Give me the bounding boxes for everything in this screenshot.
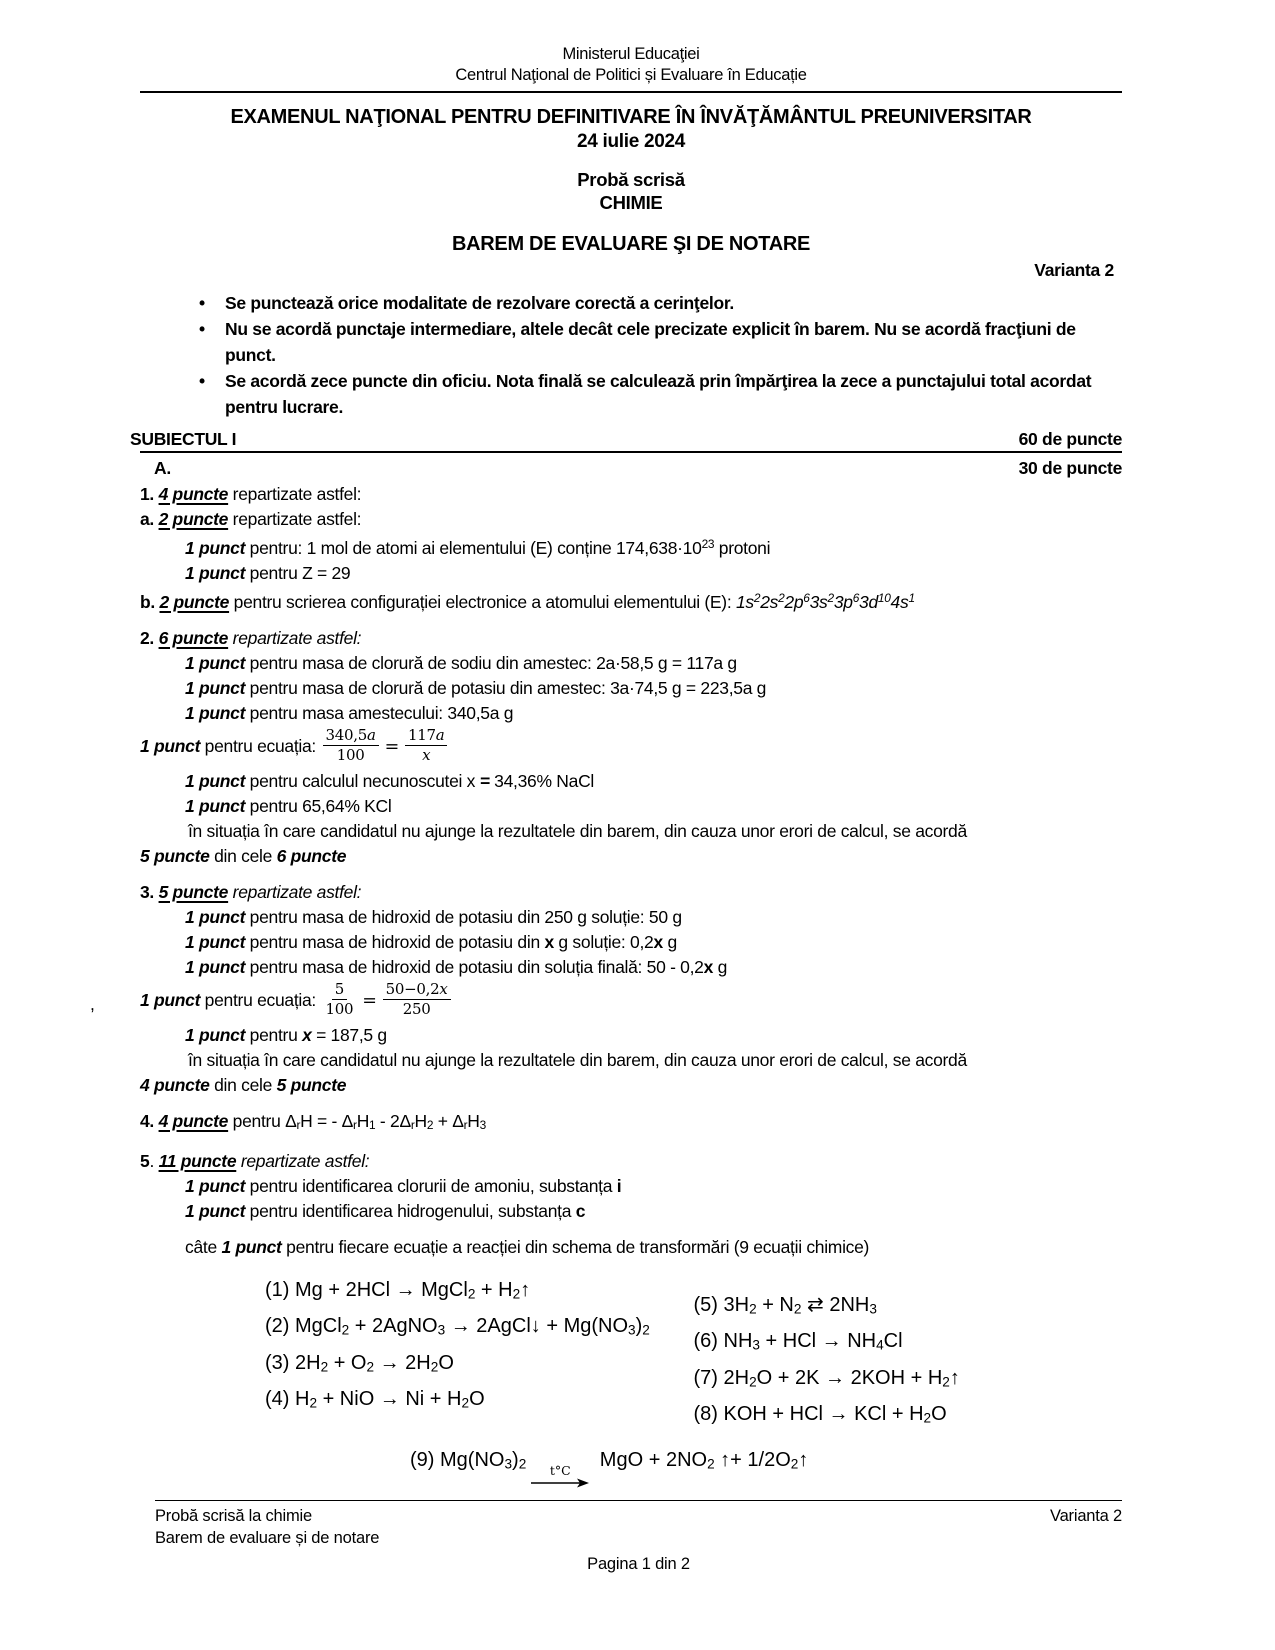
spacer <box>140 1138 1122 1149</box>
section-a-row <box>140 456 1122 480</box>
text-run: 2 <box>707 1456 715 1472</box>
spacer <box>140 615 1122 626</box>
text-run: O <box>469 1388 485 1411</box>
text-run: 3 <box>752 1337 760 1353</box>
text-run: → 2H <box>374 1351 431 1374</box>
text-run: 1 punct <box>185 1201 246 1222</box>
point-line <box>185 955 1122 980</box>
text-run: H <box>356 1110 370 1131</box>
page-content <box>90 0 1122 1489</box>
arrow-condition-label: t°C <box>549 1462 571 1478</box>
point-line <box>185 769 1122 794</box>
text-run: 1 punct <box>221 1237 282 1258</box>
fraction-numerator <box>383 981 451 1000</box>
text-run: i <box>616 1176 622 1197</box>
text-run: 2 <box>793 1301 802 1317</box>
text-run: (3) 2H <box>265 1351 321 1374</box>
text-run: 1 punct <box>185 677 246 698</box>
text-run: g <box>713 956 728 977</box>
footer-proba: Probă scrisă la chimie <box>155 1507 312 1525</box>
text-run: = <box>384 737 400 757</box>
text-run: 1 punct <box>140 990 201 1010</box>
text-run: 1 <box>908 590 915 605</box>
text-run: 2 <box>341 1322 350 1338</box>
point-line <box>185 561 1122 586</box>
fraction-numerator <box>323 727 379 746</box>
text-run: 1 punct <box>185 931 246 952</box>
text-run: 2 <box>309 1395 318 1411</box>
text-run: a <box>435 725 445 744</box>
equations-column-right <box>694 1289 1123 1435</box>
fraction <box>323 727 379 764</box>
footer-variant: Varianta 2 <box>1050 1507 1122 1525</box>
text-run: pentru masa amestecului: 340,5a g <box>245 702 514 723</box>
text-run: pentru ecuația: <box>200 736 321 756</box>
text-run: + HCl → NH <box>759 1330 877 1353</box>
text-run: 2 <box>366 1359 375 1375</box>
text-run: → 2AgCl↓ + Mg(NO <box>445 1315 629 1338</box>
chemical-equation <box>265 1274 694 1310</box>
text-run: 23 <box>701 537 715 551</box>
text-run: 2 <box>827 590 834 605</box>
text-run: 50−0,2 <box>385 979 440 998</box>
text-run: (5) 3H <box>693 1294 750 1317</box>
item-3 <box>140 880 1122 905</box>
text-run: r <box>296 1118 301 1133</box>
text-run: x <box>544 931 554 952</box>
text-run: 1 punct <box>185 956 246 977</box>
text-run: 4 puncte <box>158 484 229 504</box>
text-run: (4) H <box>265 1388 310 1411</box>
barem-title: BAREM DE EVALUARE ŞI DE NOTARE <box>451 233 811 255</box>
text-run: 1 punct <box>185 906 246 927</box>
text-run: + Δ <box>433 1110 464 1131</box>
text-run: repartizate astfel: <box>236 1151 370 1172</box>
text-run: O <box>438 1351 454 1374</box>
text-run: r <box>463 1118 468 1133</box>
fraction <box>383 981 451 1018</box>
note-line <box>140 1073 1122 1098</box>
text-run: 3 <box>437 1322 446 1338</box>
text-run: . <box>149 1151 159 1172</box>
text-run: protoni <box>714 537 771 558</box>
text-run: x <box>703 956 714 977</box>
instruction-item <box>197 290 1122 316</box>
text-run: pentru masa de hidroxid de potasiu din soluția finală: 50 - 0,2 <box>245 956 704 977</box>
text-run: 6 puncte <box>276 845 347 866</box>
text-run: 1 punct <box>185 652 246 673</box>
text-run: ⇄ 2NH <box>801 1294 870 1317</box>
text-run: 3 <box>479 1118 486 1133</box>
fraction-denominator <box>419 746 433 764</box>
text-run: 2 <box>518 1456 527 1472</box>
text-run: 3s <box>809 591 828 612</box>
text-run: 6 puncte <box>158 627 229 648</box>
text-run: x <box>439 979 448 998</box>
equation-9-products <box>594 1449 808 1471</box>
document-footer <box>155 1500 1122 1575</box>
text-run: pentru masa de clorură de potasiu din amestec: 3a·74,5 g = 223,5a g <box>245 677 767 698</box>
text-run: câte <box>185 1237 222 1258</box>
text-run: 4 puncte <box>140 1074 210 1095</box>
point-line <box>185 1023 1122 1048</box>
fraction <box>405 727 447 764</box>
text-run: 2 <box>942 1374 950 1390</box>
instruction-text: Se acordă zece puncte din oficiu. Nota finală se calculează prin împărţirea la zece a punctajului total acordat pentru lucrare. <box>225 371 1092 417</box>
text-run: 6 <box>852 590 860 605</box>
spacer <box>140 1224 1122 1235</box>
text-run: (1) Mg + 2HCl → MgCl <box>265 1279 468 1302</box>
text-run: pentru <box>245 1024 303 1045</box>
text-run: 4 <box>876 1337 884 1353</box>
point-line <box>185 1199 1122 1224</box>
text-run: pentru Δ <box>228 1110 297 1131</box>
chemical-equation <box>265 1347 694 1383</box>
title-block <box>140 105 1122 281</box>
text-run: pentru scrierea configurației electronice a atomului elementului (E): <box>229 591 736 612</box>
section-a-points: 30 de puncte <box>1018 458 1122 478</box>
text-run: 2 <box>467 1286 476 1302</box>
text-run: + H <box>475 1279 513 1302</box>
labeled-reaction-arrow <box>531 1464 589 1489</box>
page-number: Pagina 1 din 2 <box>587 1555 690 1573</box>
text-run: 5 <box>140 1151 150 1172</box>
text-run: 2 <box>923 1410 932 1426</box>
text-run: repartizate astfel: <box>228 881 362 902</box>
text-run: 1 punct <box>185 770 246 791</box>
equation-9 <box>410 1439 1122 1489</box>
text-run: ) <box>635 1315 643 1338</box>
text-run: din cele <box>209 1074 277 1095</box>
text-run: Cl <box>883 1330 903 1353</box>
instruction-item <box>197 316 1122 368</box>
footer-divider <box>155 1500 1122 1501</box>
text-run: 4s <box>890 591 909 612</box>
text-run: 2s <box>760 591 779 612</box>
text-run: 2 <box>749 1301 757 1317</box>
text-run: 3 <box>869 1301 877 1317</box>
chemical-equation <box>265 1383 694 1419</box>
text-run: 1 punct <box>185 562 246 583</box>
text-run: 117 <box>408 725 436 744</box>
text-run: ↑ <box>798 1448 809 1471</box>
note-line <box>140 844 1122 869</box>
text-run: 100 <box>336 745 365 764</box>
text-run: 2 <box>320 1359 329 1375</box>
text-run: pentru: 1 mol de atomi ai elementului (E) conține 174,638·10 <box>245 537 702 558</box>
fraction-numerator <box>405 727 447 746</box>
ministry-line: Ministerul Educaţiei <box>562 45 700 63</box>
text-run: 5 puncte <box>158 881 229 902</box>
text-run: pentru fiecare ecuație a reacției din schema de transformări (9 ecuații chimice) <box>281 1237 870 1258</box>
variant-label: Varianta 2 <box>1034 260 1114 280</box>
item-1a <box>140 507 1122 532</box>
discipline-label: CHIMIE <box>599 192 663 213</box>
note-line <box>188 1048 1122 1073</box>
point-line-equation <box>90 979 1122 1020</box>
text-run: 2 <box>430 1359 439 1375</box>
note-line <box>188 819 1122 844</box>
subject-points: 60 de puncte <box>1018 429 1122 449</box>
text-run: 1 punct <box>140 736 201 756</box>
text-run: g soluție: 0,2 <box>553 931 654 952</box>
bullet-icon: • <box>199 293 205 313</box>
text-run: + N <box>756 1294 794 1317</box>
text-run: = <box>479 770 490 791</box>
text-run: ) <box>512 1448 519 1471</box>
cate-line <box>185 1235 1122 1260</box>
proba-label: Probă scrisă <box>577 169 685 190</box>
bullet-icon: • <box>199 371 205 391</box>
text-run: 10 <box>877 590 891 605</box>
chemical-equation <box>694 1289 1123 1325</box>
text-run: repartizate astfel: <box>228 627 362 648</box>
text-run: 2. <box>140 627 159 648</box>
point-line <box>185 701 1122 726</box>
text-run: 34,36% NaCl <box>489 770 594 791</box>
text-run: 1 <box>369 1118 376 1133</box>
text-run: 2 <box>790 1456 799 1472</box>
text-run: O + 2K → 2KOH + H <box>756 1366 943 1389</box>
text-run: 11 puncte <box>158 1151 237 1172</box>
subject-title: SUBIECTUL I <box>130 429 237 449</box>
text-run: 2 <box>753 590 761 605</box>
text-run: ↑+ 1/2O <box>714 1448 791 1471</box>
text-run: 2 <box>461 1395 470 1411</box>
text-run: din cele <box>209 845 277 866</box>
text-run: 2 <box>512 1286 521 1302</box>
text-run: 3. <box>140 881 159 902</box>
exam-date: 24 iulie 2024 <box>576 131 686 152</box>
text-run: 1. <box>140 484 159 504</box>
spacer <box>140 1098 1122 1109</box>
footer-barem: Barem de evaluare și de notare <box>155 1529 380 1547</box>
text-run: c <box>575 1201 586 1222</box>
text-run: 2 puncte <box>159 591 230 612</box>
right-arrow-icon <box>531 1477 589 1489</box>
chemical-equation <box>694 1362 1123 1398</box>
text-run: + 2AgNO <box>349 1315 438 1338</box>
footer-row <box>155 1505 1122 1527</box>
document-header <box>140 0 1122 86</box>
point-line <box>185 794 1122 819</box>
text-run: ↑ <box>949 1366 960 1389</box>
text-run: pentru identificarea hidrogenului, substanța <box>245 1201 576 1222</box>
text-run: (9) Mg(NO <box>410 1448 505 1471</box>
text-run: 2 <box>642 1322 650 1338</box>
point-line <box>185 1174 1122 1199</box>
text-run: pentru masa de clorură de sodiu din amestec: 2a·58,5 g = 117a g <box>245 652 737 673</box>
text-run: = 187,5 g <box>311 1024 387 1045</box>
text-run: repartizate astfel: <box>228 484 362 504</box>
text-run: 5 puncte <box>140 845 210 866</box>
center-line: Centrul Naţional de Politici și Evaluare în Educație <box>455 66 807 84</box>
subject-header-row <box>130 428 1122 453</box>
text-run: în situația în care candidatul nu ajunge la rezultatele din barem, din cauza unor erori de calcul, se acordă <box>188 820 967 841</box>
chemical-equation <box>265 1310 694 1346</box>
text-run: pentru masa de hidroxid de potasiu din 250 g soluție: 50 g <box>245 906 682 927</box>
spacer <box>140 869 1122 880</box>
header-divider <box>140 91 1122 93</box>
equations-column-left <box>265 1274 694 1435</box>
fraction-denominator <box>400 1000 434 1018</box>
text-run: H <box>414 1110 427 1131</box>
text-run: 1 punct <box>185 702 246 723</box>
text-run: 2p <box>784 591 804 612</box>
text-run: 1 punct <box>185 795 246 816</box>
text-run: (2) MgCl <box>265 1315 342 1338</box>
chemical-equation <box>694 1398 1123 1434</box>
item-1b <box>140 586 1122 615</box>
instruction-item <box>197 368 1122 420</box>
exam-title: EXAMENUL NAŢIONAL PENTRU DEFINITIVARE ÎN ÎNVĂŢĂMÂNTUL PREUNIVERSITAR <box>230 106 1032 128</box>
text-run: g <box>662 931 677 952</box>
text-run: 100 <box>325 999 354 1018</box>
fraction-numerator <box>332 981 347 1000</box>
section-a-label: A. <box>154 458 171 478</box>
text-run: a <box>366 725 376 744</box>
item-1 <box>140 482 1122 507</box>
text-run: în situația în care candidatul nu ajunge la rezultatele din barem, din cauza unor erori de calcul, se acordă <box>188 1049 967 1070</box>
point-line <box>185 651 1122 676</box>
point-line-equation <box>140 725 1122 766</box>
text-run: r <box>353 1118 357 1133</box>
text-run: (7) 2H <box>693 1366 750 1389</box>
text-run: 340,5 <box>325 725 367 744</box>
item-5 <box>140 1149 1122 1174</box>
text-run: 2 puncte <box>158 509 229 529</box>
text-run: 1 punct <box>185 1176 246 1197</box>
text-run: 3 <box>504 1456 513 1472</box>
text-run: (8) KOH + HCl → KCl + H <box>693 1403 924 1426</box>
barem-body <box>90 482 1122 1260</box>
text-run: + NiO → Ni + H <box>317 1388 462 1411</box>
text-run: pentru identificarea clorurii de amoniu, substanța <box>245 1176 617 1197</box>
point-line <box>185 905 1122 930</box>
text-run: 2 <box>426 1118 434 1133</box>
point-line <box>185 930 1122 955</box>
text-run: 3 <box>628 1322 636 1338</box>
point-line <box>185 532 1122 561</box>
text-run: 6 <box>803 590 810 605</box>
text-run: pentru calculul necunoscutei x <box>245 770 480 791</box>
text-run: 1 punct <box>185 1024 246 1045</box>
item-2 <box>140 626 1122 651</box>
text-run: r <box>410 1118 415 1133</box>
text-run: 2 <box>778 590 785 605</box>
text-run: O <box>931 1403 947 1426</box>
text-run: pentru masa de hidroxid de potasiu din <box>245 931 545 952</box>
instructions-list <box>197 290 1122 420</box>
fraction-denominator <box>334 746 368 764</box>
text-run: x <box>422 745 431 764</box>
text-run: 5 <box>334 979 345 998</box>
text-run: 1s <box>735 591 754 612</box>
item-4 <box>140 1109 1122 1138</box>
text-run: pentru 65,64% KCl <box>245 795 392 816</box>
equation-9-reactants <box>410 1449 526 1471</box>
text-run: H <box>467 1110 480 1131</box>
text-run: 5 puncte <box>276 1074 347 1095</box>
text-run: 3p <box>833 591 853 612</box>
instruction-text: Nu se acordă punctaje intermediare, altele decât cele precizate explicit în barem. Nu se acordă fracţiuni de punct. <box>225 319 1076 365</box>
fraction-denominator <box>323 1000 357 1018</box>
text-run: = <box>362 991 377 1011</box>
instruction-text: Se punctează orice modalitate de rezolvare corectă a cerinţelor. <box>225 293 734 313</box>
text-run: pentru ecuația: <box>200 990 321 1010</box>
text-run: 3d <box>859 591 878 612</box>
text-run: (6) NH <box>693 1330 753 1353</box>
text-run: pentru Z = 29 <box>245 562 351 583</box>
fraction <box>323 981 357 1018</box>
text-run: 2 <box>749 1374 757 1390</box>
text-run: b. <box>140 591 160 612</box>
text-run: repartizate astfel: <box>228 509 362 529</box>
text-run: + O <box>328 1351 367 1374</box>
chemical-equation <box>694 1325 1123 1361</box>
bullet-icon: • <box>199 319 205 339</box>
text-run: MgO + 2NO <box>594 1448 708 1471</box>
text-run: x <box>302 1024 312 1045</box>
text-run: 4. <box>140 1110 159 1131</box>
text-run: ↑ <box>520 1279 531 1302</box>
text-run: H = - Δ <box>300 1110 354 1131</box>
text-run: , <box>90 993 95 1014</box>
text-run: - 2Δ <box>375 1110 411 1131</box>
text-run: x <box>653 931 663 952</box>
point-line <box>185 676 1122 701</box>
text-run: 1 punct <box>185 537 246 558</box>
text-run: 4 puncte <box>158 1110 229 1131</box>
text-run: 250 <box>402 999 431 1018</box>
equations-block <box>265 1274 1122 1435</box>
text-run: a. <box>140 509 159 529</box>
